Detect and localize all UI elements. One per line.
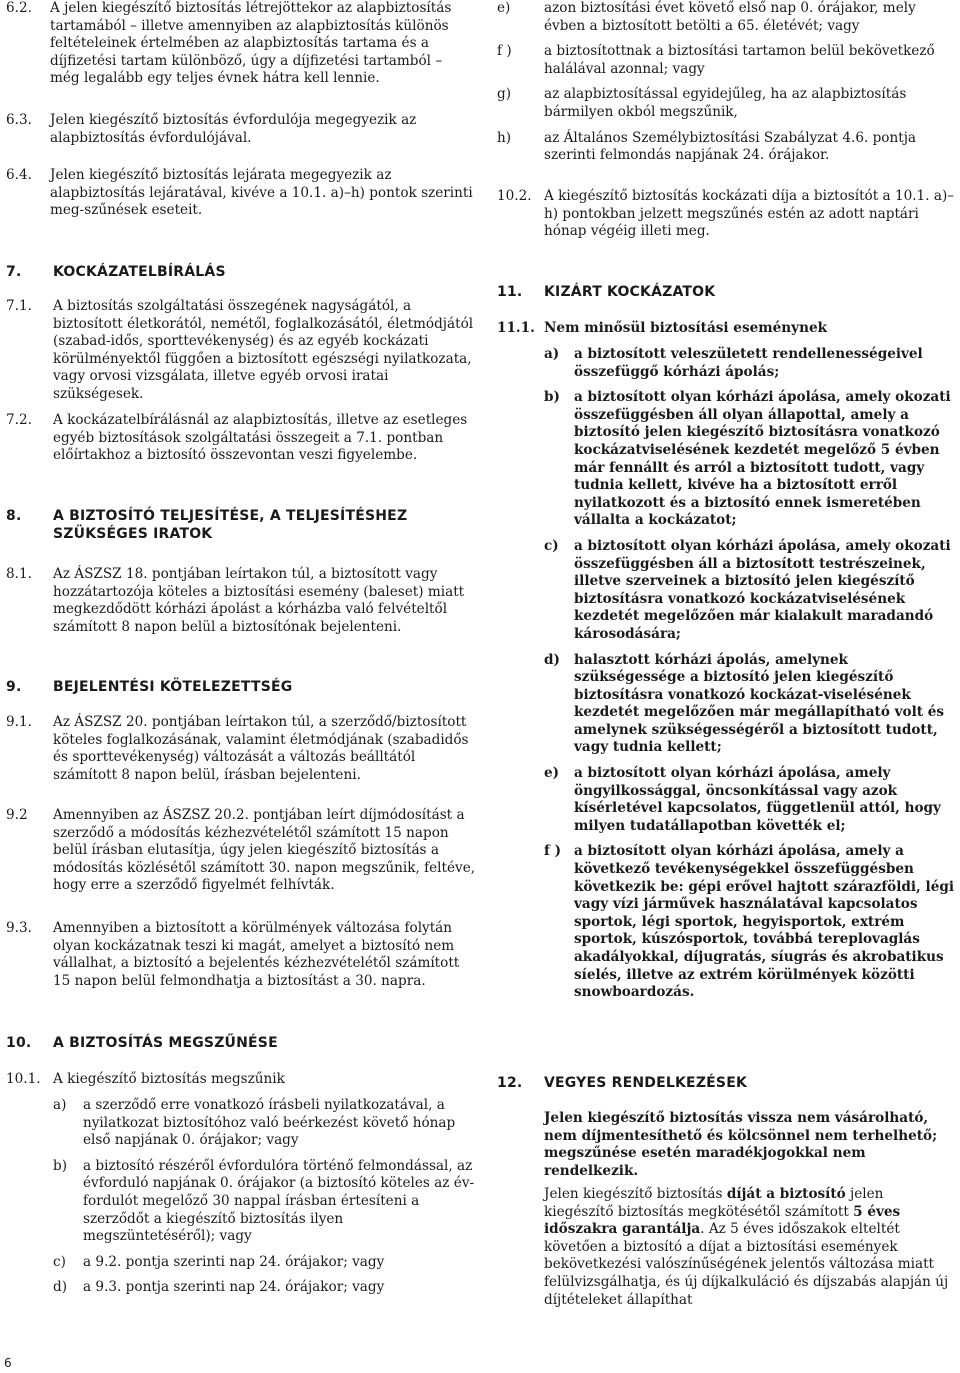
heading-section-11	[497, 283, 957, 301]
section-7-2	[6, 412, 476, 465]
paragraph-text: Jelen kiegészítő biztosítás lejárata megegyezik az alapbiztosítás lejáratával, kivéve a 10.1. a)–h) pontok szerinti meg-szűnések eseteit.	[50, 167, 473, 219]
section-number: 6.2.	[6, 0, 32, 16]
heading-section-10	[6, 1034, 476, 1052]
list-item	[53, 1097, 476, 1150]
section-number: 9.3.	[6, 920, 32, 936]
section-number: 9.1.	[6, 714, 32, 730]
list-letter: e)	[497, 0, 511, 16]
list-letter: b)	[53, 1157, 68, 1174]
section-number: 11.1.	[497, 320, 535, 336]
list-letter: d)	[544, 651, 560, 668]
paragraph-text: Amennyiben a biztosított a körülmények változása folytán olyan kockázatnak teszi ki magát, amelyet a biztosító nem vállalhat, a biztosító a bejelentés kézhezvételétől számított 15 napon belül felmondhatja a biztosítást a 30. napra.	[53, 920, 460, 989]
list-text: a biztosított olyan kórházi ápolása, amely okozati összefüggésben áll olyan állapottal, amely a biztosító jelen kiegészítő biztosításra vonatkozó kockázatviselésének kezdetét megelőző 5 évben már fennállt és arról a biztosított tudott, vagy tudnia kellett, kivéve ha a biztosított erről nyilatkozott és a biztosító ennek ismeretében vállalta a kockázatot;	[574, 389, 951, 529]
list-text: a biztosítottnak a biztosítási tartamon belül bekövetkező halálával azonnal; vagy	[544, 43, 935, 77]
paragraph-text: A kockázatelbírálásnál az alapbiztosítás, illetve az esetleges egyéb biztosítások szolgáltatási összegeit a 7.1. pontban előírtakhoz a biztosító összevontan veszi figyelembe.	[53, 412, 468, 464]
heading-number: 11.	[497, 284, 523, 300]
section-number: 10.1.	[6, 1071, 41, 1087]
paragraph-text: A kiegészítő biztosítás kockázati díja a biztosítót a 10.1. a)–h) pontokban jelzett megszűnés estén az adott naptári hónap végéig illeti meg.	[544, 188, 955, 240]
list-item	[497, 86, 957, 121]
heading-number: 12.	[497, 1075, 523, 1091]
list-letter: f )	[544, 843, 562, 860]
heading-text: BEJELENTÉSI KÖTELEZETTSÉG	[53, 679, 293, 695]
paragraph-text: Amennyiben az ÁSZSZ 20.2. pontjában leírt díjmódosítást a szerződő a módosítás kézhezvételétől számított 15 napon belül írásban elutasítja, úgy jelen kiegészítő biztosítás a módosítás közlésétől számított 30. napon megszűnik, feltéve, hogy erre a szerződő figyelmét felhívták.	[53, 807, 476, 894]
heading-text-line2: SZÜKSÉGES IRATOK	[53, 526, 213, 542]
heading-number: 10.	[6, 1035, 32, 1051]
list-item	[544, 538, 957, 644]
paragraph-text: Az ÁSZSZ 20. pontjában leírtakon túl, a szerződő/biztosított köteles foglalkozásának, valamint életmódjának (szabadidős és sporttevékenység) változását a változás beálltától számított 8 napon belül, írásban bejelenteni.	[53, 714, 469, 783]
section-10-1	[6, 1071, 476, 1089]
section-number: 9.2	[6, 807, 28, 823]
section-9-1	[6, 714, 476, 784]
list-item	[497, 0, 957, 35]
section-6-3	[6, 112, 476, 147]
paragraph-text: Nem minősül biztosítási eseménynek	[544, 320, 828, 336]
list-item	[53, 1279, 476, 1297]
list-letter: e)	[544, 765, 560, 782]
section-10-2	[497, 188, 957, 241]
list-item	[497, 43, 957, 78]
list-text: a 9.2. pontja szerinti nap 24. órájakor; vagy	[83, 1253, 385, 1270]
heading-text: A BIZTOSÍTÁS MEGSZŰNÉSE	[53, 1035, 278, 1051]
paragraph-text: A biztosítás szolgáltatási összegének nagyságától, a biztosított életkorától, nemétől, foglalkozásától, életmódjától (szabad-idős, sporttevékenység) és az egyéb kockázati körülményektől függően a biztosított egészségi nyilatkozata, vagy orvosi vizsgálata, illetve egyéb orvosi iratai szükségesek.	[53, 298, 474, 402]
list-text: az alapbiztosítással egyidejűleg, ha az alapbiztosítás bármilyen okból megszűnik,	[544, 86, 907, 120]
paragraph-text: Jelen kiegészítő biztosítás évfordulója megegyezik az alapbiztosítás évfordulójával.	[50, 112, 417, 146]
section-number: 10.2.	[497, 188, 532, 204]
list-text: halasztott kórházi ápolás, amelynek szükségessége a biztosító jelen kiegészítő biztosításra vonatkozó kockázat-viselésének kezdetét megelőzően már megállapítható volt és amelynek szükségességéről a biztosított tudott, vagy tudnia kellett;	[574, 651, 945, 756]
list-letter: g)	[497, 86, 512, 103]
list-text: a 9.3. pontja szerinti nap 24. órájakor; vagy	[83, 1279, 385, 1296]
list-letter: b)	[544, 389, 560, 406]
section-number: 8.1.	[6, 566, 32, 582]
heading-section-7	[6, 263, 476, 281]
list-text: a biztosított olyan kórházi ápolása, amely öngyilkossággal, öncsonkítással vagy azok kísérletével kapcsolatos, függetlenül attól, hogy milyen tudatállapotban követték el;	[574, 765, 941, 834]
list-text: az Általános Személybiztosítási Szabályzat 4.6. pontja szerinti felmondás napjának 24. órájakor.	[544, 129, 917, 164]
list-letter: f )	[497, 43, 512, 60]
paragraph-text: Az ÁSZSZ 18. pontjában leírtakon túl, a biztosított vagy hozzátartozója köteles a biztosítási esemény (baleset) miatt megkezdődött kórházi ápolást a kórházba való felvételtől számított 8 napon belül a biztosítónak bejelenteni.	[53, 566, 465, 635]
heading-text-line1: A BIZTOSÍTÓ TELJESÍTÉSE, A TELJESÍTÉSHEZ	[53, 508, 408, 524]
section-number: 6.4.	[6, 167, 32, 183]
heading-text: KIZÁRT KOCKÁZATOK	[544, 284, 716, 300]
list-text: a biztosított olyan kórházi ápolása, amely a következő tevékenységekkel összefüggésben következik be: gépi erővel hajtott szárazföldi, légi vagy vízi járművek használatával kapcsolatos sportok, légi sportok, hegyisportok, extrém sportok, kúszósportok, továbbá tereplovaglás akadályokkal, díjugratás, síugrás és akrobatikus síelés, illetve az extrém körülmények közötti snowboardozás.	[574, 843, 955, 1001]
paragraph-text: A kiegészítő biztosítás megszűnik	[53, 1071, 285, 1087]
list-text: a szerződő erre vonatkozó írásbeli nyilatkozatával, a nyilatkozat biztosítóhoz való beérkezést követő hónap első napjának 0. órájakor; vagy	[83, 1097, 456, 1149]
paragraph-text: A jelen kiegészítő biztosítás létrejöttekor az alapbiztosítás tartamából – illetve amennyiben az alapbiztosítás különös feltételeinek értelmében az alapbiztosítás tartama és a díjfizetési tartam különböző, úgy a díjfizetési tartamból – még legalább egy teljes évnek hátra kell lennie.	[50, 0, 452, 87]
section-6-2	[6, 0, 476, 88]
section-6-4	[6, 167, 476, 220]
list-item	[544, 652, 957, 758]
list-item	[53, 1158, 476, 1246]
list-letter: c)	[53, 1253, 66, 1270]
paragraph-12-notice: Jelen kiegészítő biztosítás vissza nem vásárolható, nem díjmentesíthető és kölcsönnel nem terhelhető; megszűnése esetén maradékjogokkal nem rendelkezik.	[544, 1110, 938, 1179]
list-letter: h)	[497, 129, 512, 146]
list-10-1-left	[53, 1097, 476, 1297]
list-11-1	[544, 346, 957, 1002]
section-number: 7.2.	[6, 412, 32, 428]
list-item	[544, 346, 957, 381]
section-11-1	[497, 320, 957, 338]
heading-section-12	[497, 1074, 957, 1092]
list-10-1-right	[497, 0, 957, 165]
section-9-3	[6, 920, 476, 990]
list-item	[544, 765, 957, 835]
paragraph-12-premium: Jelen kiegészítő biztosítás díját a biztosító jelen kiegészítő biztosítás megkötésétől számított 5 éves időszakra garantálja. Az 5 éves időszakok elteltét követően a biztosító a díjat a biztosítási események bekövetkezési valószínűségének jelentős változása miatt felülvizsgálhatja, és új díjkalkuláció és díjszabás alapján új díjtételeket állapíthat	[544, 1186, 949, 1308]
list-letter: a)	[544, 346, 560, 362]
section-number: 7.1.	[6, 298, 32, 314]
page-number: 6	[4, 1356, 12, 1370]
list-letter: c)	[544, 537, 559, 554]
list-letter: a)	[53, 1097, 67, 1113]
list-text: azon biztosítási évet követő első nap 0. órájakor, mely évben a biztosított betölti a 65. életévét; vagy	[544, 0, 916, 34]
list-text: a biztosító részéről évfordulóra történő felmondással, az évforduló napjának 0. órájakor (a biztosító köteles az év-fordulót megelőző 30 nappal írásban értesíteni a szerződőt a kiegészítő biztosítás ilyen megszüntetéséről); vagy	[83, 1157, 475, 1245]
heading-number: 7.	[6, 264, 22, 280]
heading-text: KOCKÁZATELBÍRÁLÁS	[53, 264, 226, 280]
list-letter: d)	[53, 1279, 68, 1296]
heading-number: 9.	[6, 679, 22, 695]
section-9-2	[6, 807, 476, 895]
section-number: 6.3.	[6, 112, 32, 128]
heading-section-8	[6, 507, 476, 543]
section-8-1	[6, 566, 476, 636]
heading-text: VEGYES RENDELKEZÉSEK	[544, 1075, 748, 1091]
list-text: a biztosított veleszületett rendellenességeivel összefüggő kórházi ápolás;	[574, 346, 923, 380]
heading-section-9	[6, 678, 476, 696]
section-7-1	[6, 298, 476, 404]
list-item	[53, 1254, 476, 1272]
list-item	[544, 389, 957, 530]
list-text: a biztosított olyan kórházi ápolása, amely okozati összefüggésben áll a biztosított testrészeinek, illetve szerveinek a biztosító jelen kiegészítő biztosításra vonatkozó kockázatviselésének kezdetét megelőzően már kialakult maradandó károsodására;	[574, 537, 951, 642]
list-item	[497, 130, 957, 165]
heading-number: 8.	[6, 508, 22, 524]
list-item	[544, 843, 957, 1001]
